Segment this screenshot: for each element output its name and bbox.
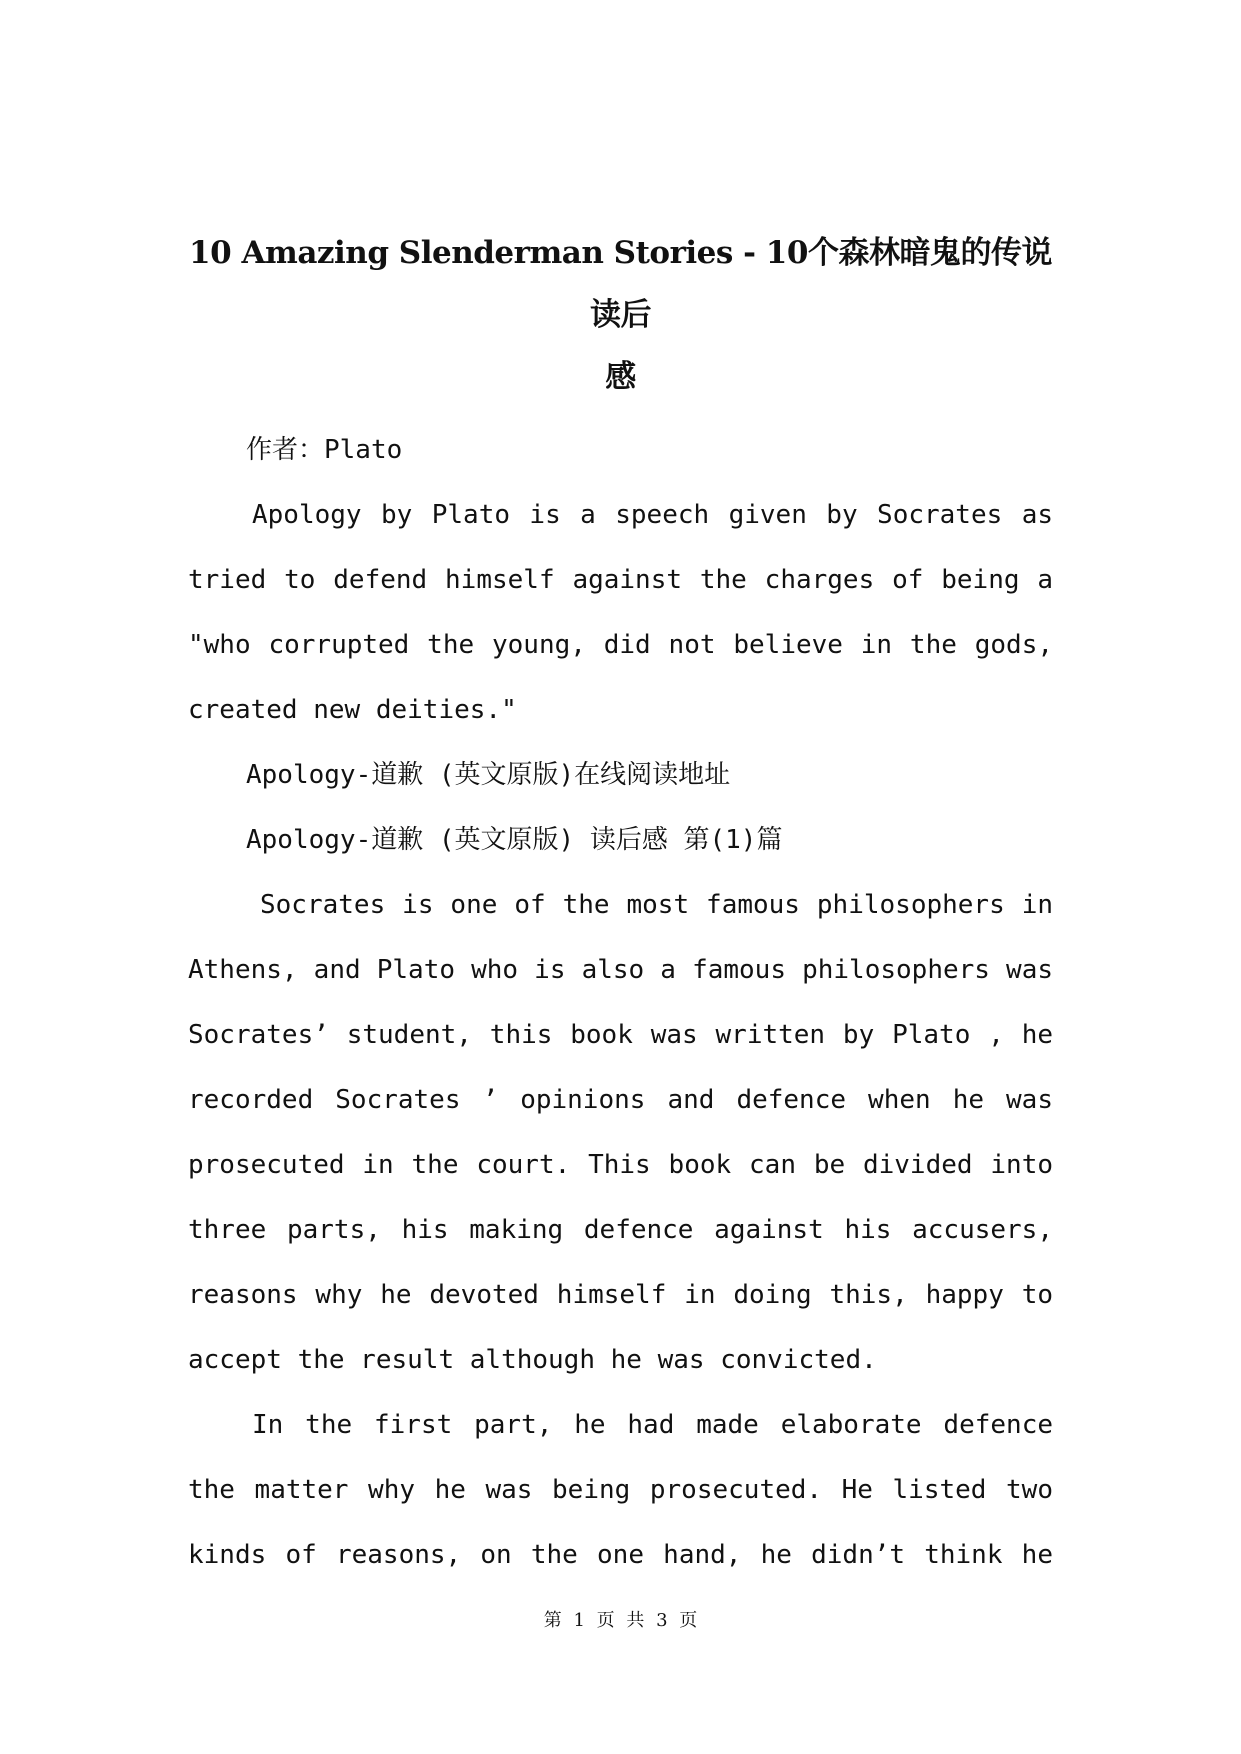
author-line	[188, 418, 1053, 483]
text-line: Apology by Plato is a speech given by Socrates as	[252, 500, 1053, 530]
title-line-1: 10 Amazing Slenderman Stories - 10个森林暗鬼的传说 读后	[189, 235, 1052, 333]
text-line: recorded Socrates ’ opinions and defence when he was	[188, 1085, 1053, 1115]
paragraph-socrates	[188, 873, 1053, 1393]
text-line: created new deities."	[188, 695, 517, 725]
text-line: kinds of reasons, on the one hand, he didn’t think he	[188, 1540, 1053, 1570]
online-reading-link	[188, 743, 1053, 808]
title-line-2: 感	[605, 359, 636, 395]
text-line: In the first part, he had made elaborate defence	[252, 1410, 1053, 1440]
text-line: Apology-道歉 (英文原版) 读后感 第(1)篇	[246, 825, 783, 855]
text-line: three parts, his making defence against his accusers,	[188, 1215, 1053, 1245]
section-heading	[188, 808, 1053, 873]
author-text: 作者：Plato	[246, 435, 403, 465]
paragraph-first-part	[188, 1393, 1053, 1588]
text-line: Socrates’ student, this book was written by Plato , he	[188, 1020, 1053, 1050]
document-body	[188, 418, 1053, 1588]
text-line: Socrates is one of the most famous philosophers in	[260, 890, 1053, 920]
text-line: Apology-道歉 (英文原版)在线阅读地址	[246, 760, 731, 790]
paragraph-intro	[188, 483, 1053, 743]
page-footer: 第 1 页 共 3 页	[543, 1610, 698, 1631]
text-line: reasons why he devoted himself in doing this, happy to	[188, 1280, 1053, 1310]
text-line: tried to defend himself against the charges of being a	[188, 565, 1053, 595]
document-title	[188, 222, 1053, 408]
text-line: prosecuted in the court. This book can be divided into	[188, 1150, 1053, 1180]
text-line: accept the result although he was convicted.	[188, 1345, 877, 1375]
text-line: Athens, and Plato who is also a famous philosophers was	[188, 955, 1053, 985]
text-line: "who corrupted the young, did not believe in the gods,	[188, 630, 1053, 660]
text-line: the matter why he was being prosecuted. He listed two	[188, 1475, 1053, 1505]
